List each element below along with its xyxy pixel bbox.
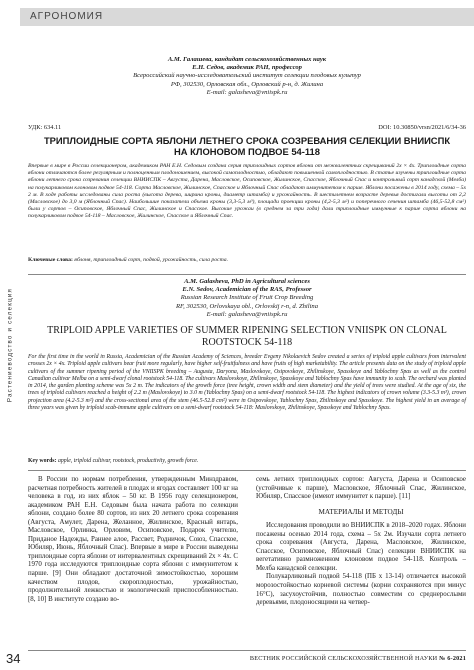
email-en: E-mail: galasheva@vniispk.ru (206, 310, 288, 318)
divider (28, 470, 466, 471)
body-paragraph: В России по нормам потребления, утвержденным Минздравом, расчетная потребность жителей в плодах и ягодах составляет 100 кг на человека в год, из них яблок – 50 кг. В 1956 году селекционером, академиком РАН Е.Н. Седовым была начата работа по селекции яблони, создано более 80 сортов, из них 20 летнего срока созревания (Августа, Амулет, Дарена, Желанное, Жилинское, Красный янтарь, Масловское, Орлинка, Орловим, Осиповское, Подарок учителю, Приданое Надежды, Раннее алое, Рассвет, Родничок, Союз, Спасское, Юбиляр, Июнь, Яблочный Спас). Впервые в мире в России выведены триплоидные сорта яблони от интервалентных скрещиваний 2x × 4x. С 1970 года исследуются триплоидные сорта яблони с иммунитетом к парше. [9] Они обладают достаточной зимостойкостью, хорошим качеством плодов, скороплодностью, урожайностью, продолжительной лежкостью и экологической приспособленностью. [8, 10] В институте создано во- (28, 476, 238, 603)
udk: УДК: 634.11 (28, 124, 62, 131)
sidebar-vertical-text: Растениеводство и селекция (6, 287, 14, 403)
title-ru: ТРИПЛОИДНЫЕ СОРТА ЯБЛОНИ ЛЕТНЕГО СРОКА СОЗРЕВАНИЯ СЕЛЕКЦИИ ВНИИСПК НА КЛОНОВОМ ПОДВОЕ 54-118 (43, 135, 451, 157)
email-ru: E-mail: galasheva@vniispk.ru (206, 88, 288, 96)
author-ru-1: А.М. Галашева, кандидат сельскохозяйственных наук (167, 56, 327, 63)
issue-number: № 6-2021 (439, 655, 466, 662)
sidebar (0, 0, 20, 670)
affiliation-ru: Всероссийский научно-исследовательский институт селекции плодовых культур (133, 72, 361, 80)
author-ru-2: Е.Н. Седов, академик РАН, профессор (192, 64, 302, 72)
author-en-2: E.N. Sedov, Academician of the RAS, Professor (182, 286, 312, 294)
keywords-en (28, 458, 466, 465)
address-en: RF, 302530, Orlovskaya obl., Orlovskij r-n, d. Zhilina (175, 302, 319, 310)
keywords-ru-label: Ключевые слова: (28, 257, 73, 263)
affiliation-en: Russian Research Institute of Fruit Crop Breeding (180, 294, 314, 302)
footer-divider (28, 650, 466, 651)
abstract-en: For the first time in the world in Russia, Academician of the Russian Academy of Sciences, breeder Evgeny Nikolaevich Sedov created a series of triploid apple cultivars from intervalent crosses 2x × 4x. Triploid apple cultivars bear fruit more regularly, have higher self-fruitfulness and have fruits of high marketability. The article presents data on the study of triploid apple cultivars of the summer ripening period of the VNIISPK breeding – Augusta, Daryona, Maslovskoye, Osipovskoye, Zhilinskoye, Spasskoye and Yablochny Spas as well as the control Canadian cultivar Melba on a semi-dwarf clonal rootstock 54-118. The cultivars Maslovskoye, Zhilinskoye, Spasskoye and Yablochny Spas have immunity to scab. The orchard was planted in 2014, the garden planting scheme was 5x 2 m. The indicators of the growth force (tree height, crown width and stem diameter) and the yield of trees were studied. At the age of six, the trees of triploid cultivars reached a height of 2.2 m (Maslovskoye) to 3.0 m (Yablochny Spas) on a semi-dwarf rootstock 54-118. The highest indicators of crown volume (3.3-5.3 m³), crown projection area (4.2-5.3 m²) and the cross-sectional area of the stem (46.5-52.8 cm²) were in Osipovskoye, Yablochny Spas, Zhilinskoye and Spasskoye. The highest yield in an average of three years was given by triploid scab-immune apple cultivars on a semi-dwarf rootstock 54-118: Maslovskoye, Zhilinskoye, Spasskoye and Yablochny Spas. (28, 354, 466, 412)
authors-ru-block (28, 56, 466, 97)
section-heading: МАТЕРИАЛЫ И МЕТОДЫ (318, 507, 404, 516)
keywords-en-label: Key words: (28, 458, 57, 464)
keywords-ru-text: яблоня, триплоидный сорт, подвой, урожайность, сила роста. (74, 257, 229, 263)
body-paragraph: семь летних триплоидных сортов: Августа, Дарена и Осиповское (устойчивые к парше), Масловское, Яблочный Спас, Жилинское, Юбиляр, Спасское (имеют иммунитет к парше). [11] (256, 476, 466, 501)
journal-name: ВЕСТНИК РОССИЙСКОЙ СЕЛЬСКОХОЗЯЙСТВЕННОЙ НАУКИ (249, 655, 438, 662)
keywords-ru (28, 257, 466, 264)
divider (28, 274, 466, 275)
body-paragraph: Полукарликовый подвой 54-118 (ПБ х 13-14) отличается высокой морозостойкостью корневой системы (корни сохраняются при минус 16°С), засухоустойчив, полностью совместим со среднерослыми деревьями, плодоносящими на четвер- (256, 573, 466, 607)
body-column-right (256, 476, 466, 608)
section-title: АГРОНОМИЯ (30, 11, 104, 22)
body-paragraph: Исследования проводили во ВНИИСПК в 2018–2020 годах. Яблони посажены осенью 2014 года, схема – 5x 2м. Изучали сорта летнего срока созревания (Августа, Дарена, Масловское, Жилинское, Спасское, Осиповское, Яблочный Спас) селекции ВНИИСПК на вегетативно размноженном клоновом подвое 54-118. Контроль – Мелба канадской селекции. (256, 522, 466, 572)
doi-link[interactable]: DOI: 10.30850/vrsn/2021/6/34-36 (378, 124, 466, 131)
abstract-ru: Впервые в мире в России селекционером, академиком РАН Е.Н. Седовым создана серия триплоидных сортов яблони от межвалентных скрещиваний 2x × 4x. Триплоидные сорта яблони отличаются более регулярным и полноценным плодоношением, высокой самоплодностью, обладают повышенной самоплодностью. В статье изучены триплоидные сорта яблони летнего срока созревания селекции ВНИИСПК – Августа, Дарена, Масловское, Осиповское, Жилинское, Спасское, Яблочный Спас и контрольный сорт канадской (Мелба) на полукарликовом клоновом подвое 54-118. Сорта Масловское, Жилинское, Спасское и Яблочный Спас обладают иммунитетом к парше. Яблони посажены в 2014 году, схема – 5x 2 м. В ходе работы исследованы сила роста (высота дерева, ширина кроны, диаметр штамба) и урожайность. В шестилетнем возрасте деревья достигали высоты от 2,2 (Масловское) до 3,0 м (Яблочный Спас). Наибольшие показатели объема кроны (3,3-5,3 м³), площади проекции кроны (4,2-5,3 м²) и поперечного сечения штамба (46,5-52,8 см²) были у сортов – Осиповское, Яблочный Спас, Жилинское и Спасское. Высокие урожаи (в среднем за три года) дали триплоидные иммунные к парше сорта яблони на полукарликовом подвое 54-118 – Масловское, Жилинское, Спасское и Яблочный Спас. (28, 163, 466, 220)
author-en-1: A.M. Galasheva, PhD in Agricultural sciences (184, 278, 310, 285)
page-number: 34 (6, 651, 21, 666)
authors-en-block (28, 278, 466, 319)
footer-journal (200, 655, 466, 662)
body-column-left (28, 476, 238, 604)
sidebar-vertical-label (3, 250, 17, 440)
section-header (20, 8, 474, 26)
address-ru: РФ, 302530, Орловская обл., Орловский р-н, д. Жилина (170, 80, 324, 88)
title-en: TRIPLOID APPLE VARIETIES OF SUMMER RIPENING SELECTION VNIISPK ON CLONAL ROOTSTOCK 54-118 (47, 325, 447, 348)
keywords-en-text: apple, triploid cultivar, rootstock, productivity, growth force. (57, 458, 199, 464)
